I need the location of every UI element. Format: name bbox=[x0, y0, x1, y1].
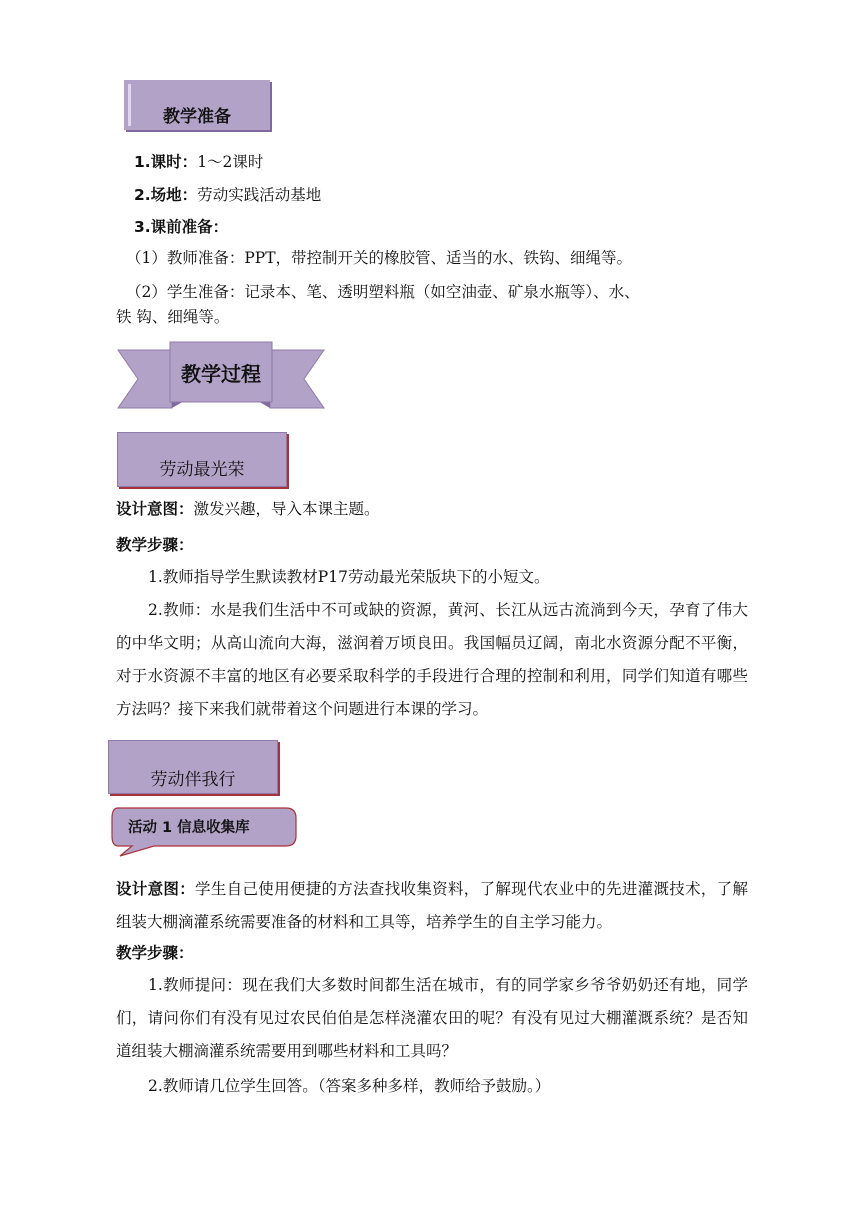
section2-intent: 设计意图：学生自己使用便捷的方法查找收集资料，了解现代农业中的先进灌溉技术，了解组装大棚滴灌系统需要准备的材料和工具等，培养学生的自主学习能力。 bbox=[116, 880, 748, 931]
heading-box-section2 bbox=[108, 740, 278, 794]
heading-section2: 劳动伴我行 bbox=[150, 770, 236, 790]
section2-steps-label: 教学步骤： bbox=[116, 944, 194, 962]
section1-step1: 1.教师指导学生默读教材P17劳动最光荣版块下的小短文。 bbox=[148, 568, 550, 586]
heading-box-section1 bbox=[117, 432, 287, 487]
prep-student-line2: 铁 钩、细绳等。 bbox=[116, 308, 230, 326]
section1-intent: 设计意图：激发兴趣，导入本课主题。 bbox=[116, 500, 380, 518]
activity-label: 活动 1 信息收集库 bbox=[128, 820, 250, 836]
section2-step1: 1.教师提问：现在我们大多数时间都生活在城市，有的同学家乡爷爷奶奶还有地，同学们，请问你们有没有见过农民伯伯是怎样浇灌农田的呢？有没有见过大棚灌溉系统？是否知道组装大棚滴灌系统需要用到哪些材料和工具吗？ bbox=[116, 976, 748, 1060]
heading-box-prep bbox=[124, 80, 270, 130]
section1-steps-label: 教学步骤： bbox=[116, 536, 194, 554]
activity-bubble bbox=[110, 806, 300, 858]
section2-step2: 2.教师请几位学生回答。（答案多种多样，教师给予鼓励。） bbox=[148, 1077, 551, 1095]
prep-student-line1: （2）学生准备：记录本、笔、透明塑料瓶（如空油壶、矿泉水瓶等）、水、 bbox=[126, 283, 640, 301]
heading-prep: 教学准备 bbox=[163, 107, 231, 127]
prep-teacher: （1）教师准备：PPT，带控制开关的橡胶管、适当的水、铁钩、细绳等。 bbox=[126, 249, 633, 267]
section1-step2: 2.教师：水是我们生活中不可或缺的资源，黄河、长江从远古流淌到今天，孕育了伟大的中华文明；从高山流向大海，滋润着万顷良田。我国幅员辽阔，南北水资源分配不平衡，对于水资源不丰富的地区有必要采取科学的手段进行合理的控制和利用，同学们知道有哪些方法吗？接下来我们就带着这个问题进行本课的学习。 bbox=[116, 601, 748, 718]
heading-section1: 劳动最光荣 bbox=[159, 460, 245, 480]
prep-venue: 2.场地：劳动实践活动基地 bbox=[134, 186, 322, 204]
prep-hours: 1.课时：1～2课时 bbox=[134, 153, 264, 171]
heading-process: 教学过程 bbox=[181, 362, 261, 386]
prep-pre-label: 3.课前准备： bbox=[134, 218, 229, 236]
ribbon-banner bbox=[116, 340, 326, 414]
